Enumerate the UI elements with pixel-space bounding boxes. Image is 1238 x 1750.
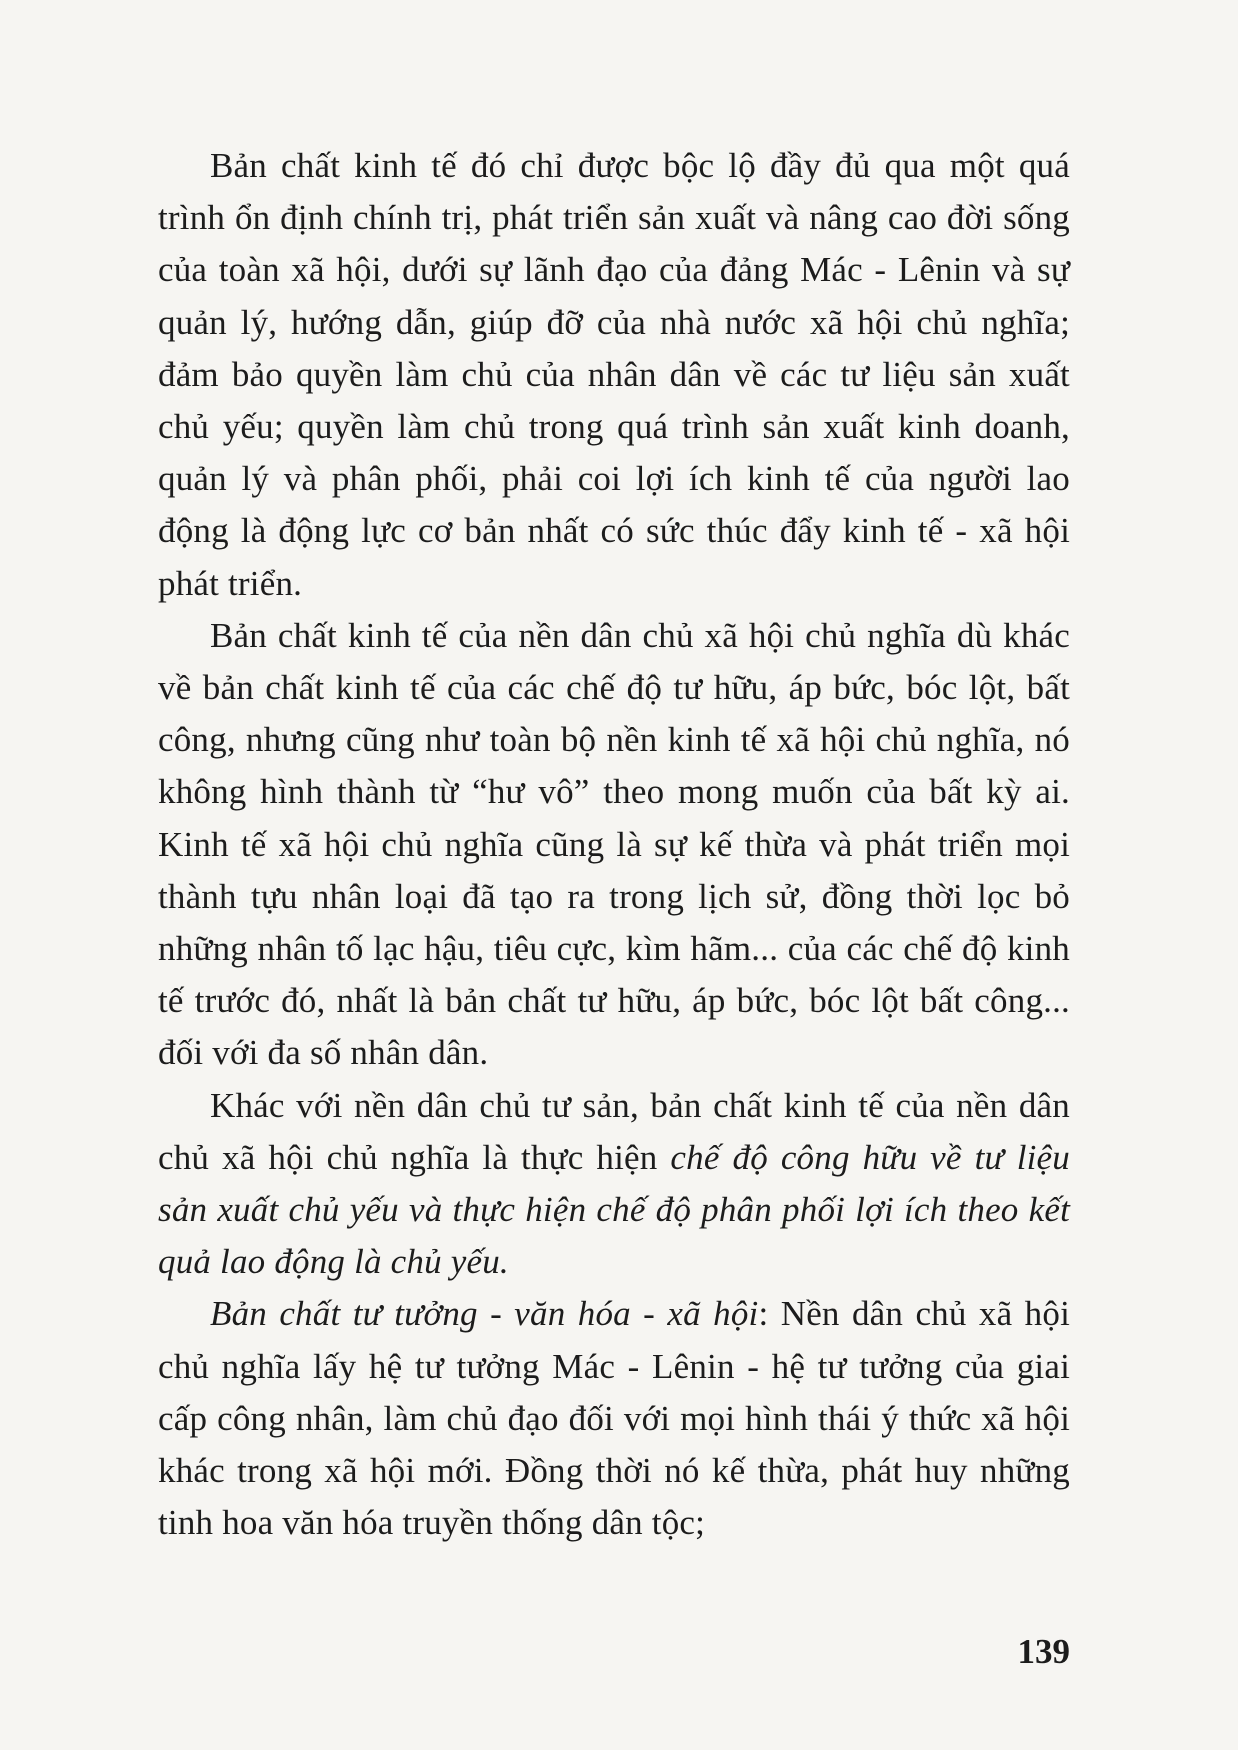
paragraph-1: Bản chất kinh tế đó chỉ được bộc lộ đầy đủ qua một quá trình ổn định chính trị, phát triển sản xuất và nâng cao đời sống của toàn xã hội, dưới sự lãnh đạo của đảng Mác - Lênin và sự quản lý, hướng dẫn, giúp đỡ của nhà nước xã hội chủ nghĩa; đảm bảo quyền làm chủ của nhân dân về các tư liệu sản xuất chủ yếu; quyền làm chủ trong quá trình sản xuất kinh doanh, quản lý và phân phối, phải coi lợi ích kinh tế của người lao động là động lực cơ bản nhất có sức thúc đẩy kinh tế - xã hội phát triển. xyxy=(158,146,1070,603)
paragraph-3-emphasis: chế độ công hữu về tư liệu sản xuất chủ yếu và thực hiện chế độ phân phối lợi ích theo kết quả lao động là chủ yếu. xyxy=(158,1137,1070,1282)
paragraph-4 xyxy=(158,1288,1070,1549)
paragraph-2: Bản chất kinh tế của nền dân chủ xã hội chủ nghĩa dù khác về bản chất kinh tế của các chế độ tư hữu, áp bức, bóc lột, bất công, nhưng cũng như toàn bộ nền kinh tế xã hội chủ nghĩa, nó không hình thành từ “hư vô” theo mong muốn của bất kỳ ai. Kinh tế xã hội chủ nghĩa cũng là sự kế thừa và phát triển mọi thành tựu nhân loại đã tạo ra trong lịch sử, đồng thời lọc bỏ những nhân tố lạc hậu, tiêu cực, kìm hãm... của các chế độ kinh tế trước đó, nhất là bản chất tư hữu, áp bức, bóc lột bất công... đối với đa số nhân dân. xyxy=(158,615,1070,1073)
page-number: 139 xyxy=(1017,1632,1070,1671)
paragraph-4-heading: Bản chất tư tưởng - văn hóa - xã hội xyxy=(210,1294,759,1334)
body-text xyxy=(158,140,1070,1549)
paragraph-3 xyxy=(158,1080,1070,1289)
paragraph-3-text: Khác với nền dân chủ tư sản, bản chất kinh tế của nền dân chủ xã hội chủ nghĩa là thực hiện xyxy=(158,1085,1070,1177)
paragraph-4-text: : Nền dân chủ xã hội chủ nghĩa lấy hệ tư tưởng Mác - Lênin - hệ tư tưởng của giai cấp công nhân, làm chủ đạo đối với mọi hình thái ý thức xã hội khác trong xã hội mới. Đồng thời nó kế thừa, phát huy những tinh hoa văn hóa truyền thống dân tộc; xyxy=(158,1294,1071,1543)
